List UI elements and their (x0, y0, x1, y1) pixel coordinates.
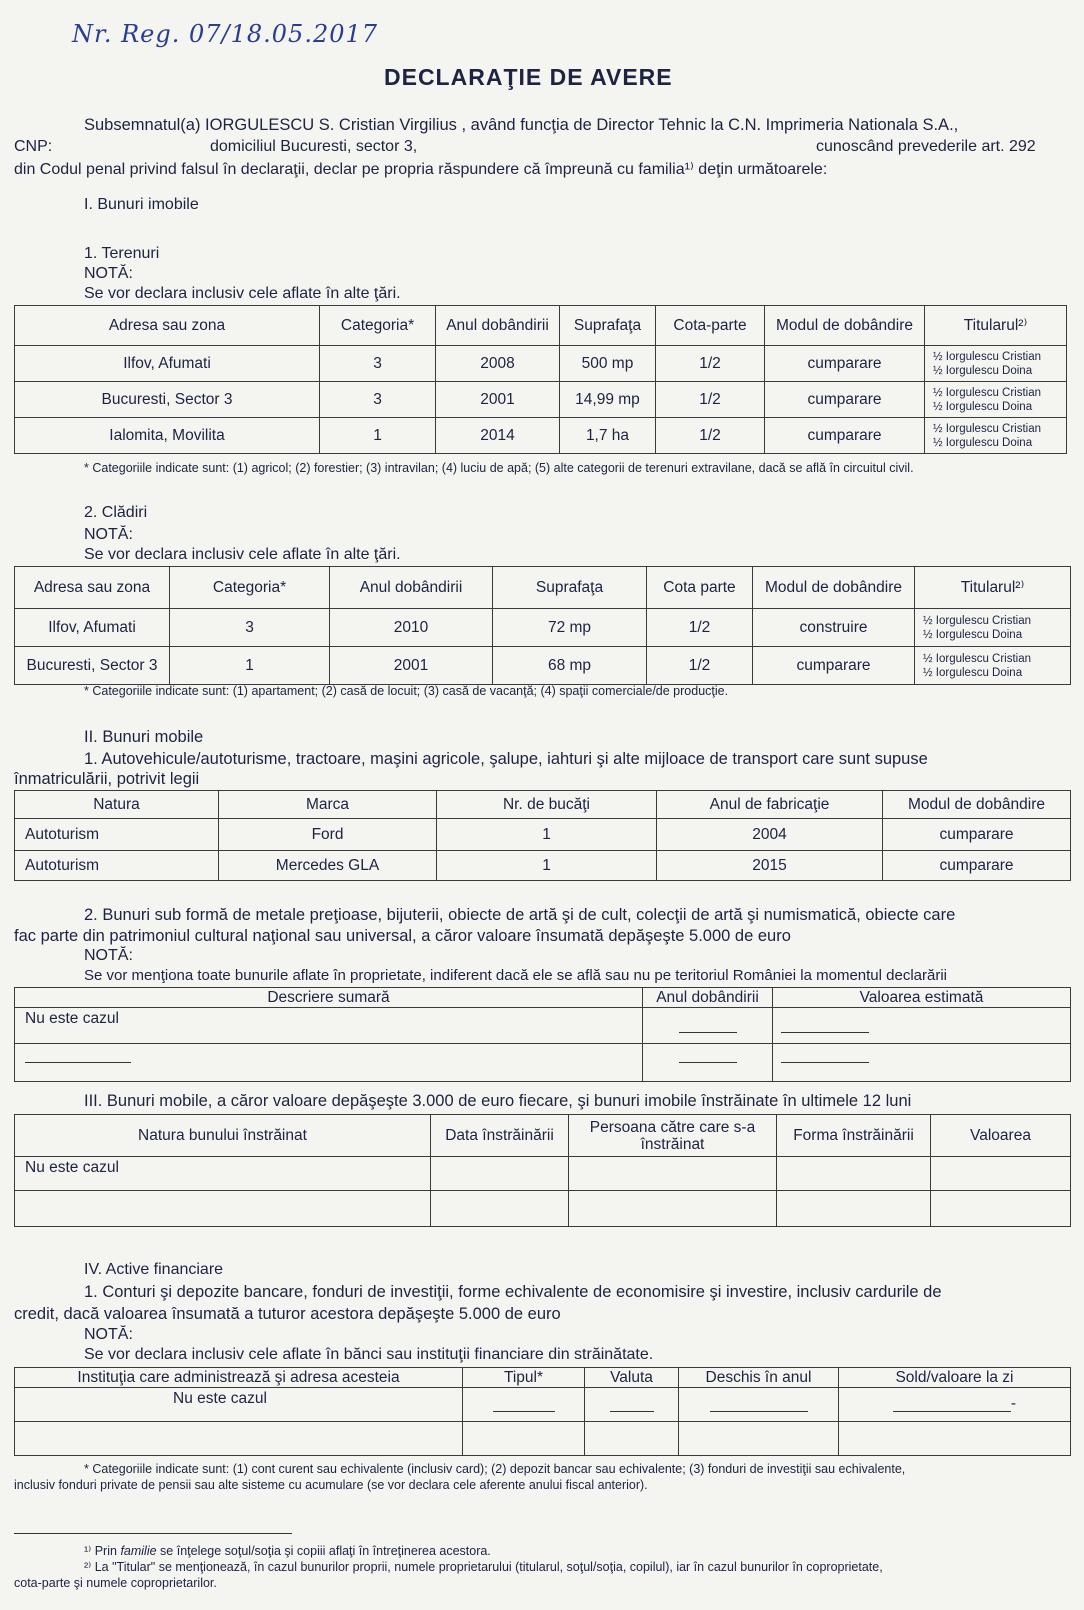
cell: cumparare (883, 819, 1071, 851)
column-header: Tipul* (463, 1368, 585, 1388)
metale-heading-2: fac parte din patrimoniul cultural naţional sau universal, a căror valoare însumată depăşeşte 5.000 de euro (14, 927, 791, 945)
cell: 1 (170, 647, 330, 685)
sold-mark: - (1010, 1395, 1017, 1413)
titular-cell (925, 346, 1067, 382)
intro-line-3: din Codul penal privind falsul în declaraţii, declar pe propria răspundere că împreună cu familia¹⁾ deţin următoarele: (14, 161, 828, 178)
column-header: Cota-parte (656, 306, 765, 346)
cell (777, 1157, 931, 1191)
intro-legal-ref: cunoscând prevederile art. 292 (816, 138, 1036, 155)
metale-nota-label: NOTĂ: (84, 947, 133, 964)
titular-line: ½ Iorgulescu Doina (933, 400, 1033, 413)
cell: 2014 (436, 418, 560, 454)
table-row (15, 382, 1067, 418)
cell: Nu este cazul (15, 1388, 463, 1422)
table-header-row (15, 988, 1071, 1008)
empty-dash (25, 1062, 131, 1063)
footnote-2-continued: cota-parte şi numele coproprietarilor. (14, 1576, 217, 1590)
column-header: Valuta (585, 1368, 679, 1388)
titular-line: ½ Iorgulescu Doina (933, 436, 1033, 449)
cell: Ilfov, Afumati (15, 346, 320, 382)
table-row (15, 1422, 1071, 1456)
footnote-text: La "Titular" se menţionează, în cazul bunurilor proprii, numele proprietarului (titularul, soţul/soţia, copilul), iar în cazul bunurilor în coproprietate, (94, 1560, 883, 1574)
column-header: Descriere sumară (15, 988, 643, 1008)
table-row (15, 1157, 1071, 1191)
cell: 1/2 (647, 647, 753, 685)
titular-line: ½ Iorgulescu Doina (923, 666, 1023, 679)
terenuri-table (14, 305, 1067, 454)
table-header-row (15, 1368, 1071, 1388)
column-header: Adresa sau zona (15, 567, 170, 609)
auto-heading-1: 1. Autovehicule/autoturisme, tractoare, maşini agricole, şalupe, iahturi şi alte mijloace de transport care sunt supuse (84, 750, 928, 768)
column-header: Categoria* (320, 306, 436, 346)
cell (463, 1388, 585, 1422)
cell (15, 1422, 463, 1456)
terenuri-heading: 1. Terenuri (84, 245, 160, 262)
table-row (15, 647, 1071, 685)
cell: 500 mp (560, 346, 656, 382)
cell: Nu este cazul (15, 1157, 431, 1191)
cladiri-nota-label: NOTĂ: (84, 526, 133, 543)
empty-dash (493, 1411, 555, 1412)
auto-heading-2: înmatriculării, potrivit legii (14, 770, 200, 788)
conturi-heading-2: credit, dacă valoarea însumată a tuturor acestora depăşeşte 5.000 de euro (14, 1305, 561, 1323)
cell: 1/2 (656, 346, 765, 382)
column-header: Anul dobândirii (436, 306, 560, 346)
cell: 1 (437, 819, 657, 851)
cell (431, 1157, 569, 1191)
cell: 3 (320, 382, 436, 418)
table-row (15, 418, 1067, 454)
cell: cumparare (765, 382, 925, 418)
table-header-row (15, 567, 1071, 609)
empty-dash (893, 1411, 1011, 1412)
section-2-heading: II. Bunuri mobile (84, 728, 204, 746)
footnote-divider (14, 1533, 292, 1534)
cell (585, 1388, 679, 1422)
cell: 2001 (330, 647, 493, 685)
footnote-mark: ²⁾ (84, 1560, 92, 1574)
cell: Autoturism (15, 819, 219, 851)
cell: 1,7 ha (560, 418, 656, 454)
intro-address: domiciliul Bucuresti, sector 3, (210, 138, 418, 155)
instrainari-table (14, 1114, 1071, 1227)
titular-line: ½ Iorgulescu Doina (933, 364, 1033, 377)
cell (15, 1191, 431, 1227)
conturi-footnote-2: inclusiv fonduri private de pensii sau alte sisteme cu acumulare (se vor declara cele aferente anului fiscal anterior). (14, 1478, 648, 1492)
section-1-heading: I. Bunuri imobile (84, 196, 199, 213)
conturi-table (14, 1367, 1071, 1456)
table-row (15, 1388, 1071, 1422)
column-header: Suprafaţa (493, 567, 647, 609)
table-row (15, 1044, 1071, 1082)
table-row (15, 1008, 1071, 1044)
cell (643, 1044, 773, 1082)
conturi-nota-text: Se vor declara inclusiv cele aflate în bănci sau instituţii financiare din străinătate. (84, 1346, 654, 1363)
column-header: Categoria* (170, 567, 330, 609)
footnote-italic-term: familie (120, 1544, 157, 1558)
metale-nota-text: Se vor menţiona toate bunurile aflate în proprietate, indiferent dacă ele se află sau nu pe teritoriul României la momentul declarării (84, 967, 947, 984)
cell: 2008 (436, 346, 560, 382)
footnote-text: se înţelege soţul/soţia şi copiii aflaţi în întreţinerea acestora. (160, 1544, 491, 1558)
cell: 2004 (657, 819, 883, 851)
table-row (15, 346, 1067, 382)
column-header: Persoana către care s-a înstrăinat (569, 1115, 777, 1157)
cell (569, 1157, 777, 1191)
cell (931, 1157, 1071, 1191)
cell: 2015 (657, 851, 883, 881)
cell: 14,99 mp (560, 382, 656, 418)
cell: Bucuresti, Sector 3 (15, 382, 320, 418)
footnote-1 (84, 1544, 491, 1559)
cell: Ilfov, Afumati (15, 609, 170, 647)
cell: 3 (320, 346, 436, 382)
column-header: Data înstrăinării (431, 1115, 569, 1157)
column-header: Anul de fabricaţie (657, 791, 883, 819)
column-header: Cota parte (647, 567, 753, 609)
cell (569, 1191, 777, 1227)
cell: Nu este cazul (15, 1008, 643, 1044)
cell: 1 (320, 418, 436, 454)
cell: cumparare (765, 418, 925, 454)
column-header: Modul de dobândire (883, 791, 1071, 819)
registration-handwritten: Nr. Reg. 07/18.05.2017 (72, 20, 379, 48)
cell: 3 (170, 609, 330, 647)
column-header: Anul dobândirii (643, 988, 773, 1008)
table-row (15, 609, 1071, 647)
table-header-row (15, 1115, 1071, 1157)
table-header-row (15, 306, 1067, 346)
titular-cell (915, 647, 1071, 685)
cell: Ford (219, 819, 437, 851)
column-header: Suprafaţa (560, 306, 656, 346)
terenuri-footnote: * Categoriile indicate sunt: (1) agricol; (2) forestier; (3) intravilan; (4) luciu de apă; (5) alte categorii de terenuri extravilane, dacă se află în circuitul civil. (84, 461, 914, 475)
conturi-nota-label: NOTĂ: (84, 1326, 133, 1343)
conturi-footnote-1: * Categoriile indicate sunt: (1) cont curent sau echivalente (inclusiv card); (2) depozit bancar sau echivalente; (3) fonduri de investiţii sau echivalente, (84, 1462, 906, 1476)
section-3-heading: III. Bunuri mobile, a căror valoare depăşeşte 3.000 de euro fiecare, şi bunuri imobile înstrăinate în ultimele 12 luni (84, 1092, 912, 1110)
cell: construire (753, 609, 915, 647)
cell: 72 mp (493, 609, 647, 647)
column-header: Modul de dobândire (753, 567, 915, 609)
column-header: Forma înstrăinării (777, 1115, 931, 1157)
titular-line: ½ Iorgulescu Doina (923, 628, 1023, 641)
cell: Mercedes GLA (219, 851, 437, 881)
cell (679, 1388, 839, 1422)
cell: Bucuresti, Sector 3 (15, 647, 170, 685)
titular-line: ½ Iorgulescu Cristian (933, 350, 1042, 363)
cell (839, 1422, 1071, 1456)
titular-line: ½ Iorgulescu Cristian (923, 652, 1032, 665)
cell (431, 1191, 569, 1227)
metale-heading-1: 2. Bunuri sub formă de metale preţioase, bijuterii, obiecte de artă şi de cult, colecţii de artă şi numismatică, obiecte care (84, 906, 956, 924)
titular-cell (925, 382, 1067, 418)
cell: 68 mp (493, 647, 647, 685)
cell: Autoturism (15, 851, 219, 881)
table-row (15, 819, 1071, 851)
empty-dash (710, 1411, 808, 1412)
cell: 1 (437, 851, 657, 881)
footnote-2 (84, 1560, 883, 1575)
cell (839, 1388, 1071, 1422)
cell (931, 1191, 1071, 1227)
column-header: Nr. de bucăţi (437, 791, 657, 819)
empty-dash (781, 1062, 869, 1063)
column-header: Natura bunului înstrăinat (15, 1115, 431, 1157)
column-header: Modul de dobândire (765, 306, 925, 346)
titular-line: ½ Iorgulescu Cristian (933, 422, 1042, 435)
column-header: Instituţia care administrează şi adresa acesteia (15, 1368, 463, 1388)
titular-line: ½ Iorgulescu Cristian (923, 614, 1032, 627)
column-header: Titularul²⁾ (915, 567, 1071, 609)
cell: Ialomita, Movilita (15, 418, 320, 454)
column-header: Sold/valoare la zi (839, 1368, 1071, 1388)
table-row (15, 851, 1071, 881)
column-header: Anul dobândirii (330, 567, 493, 609)
column-header: Valoarea estimată (773, 988, 1071, 1008)
auto-table (14, 790, 1071, 881)
terenuri-nota-label: NOTĂ: (84, 265, 133, 282)
cell: 2010 (330, 609, 493, 647)
cell (679, 1422, 839, 1456)
empty-dash (610, 1411, 654, 1412)
footnote-mark: ¹⁾ (84, 1544, 92, 1558)
cladiri-nota-text: Se vor declara inclusiv cele aflate în alte ţări. (84, 546, 401, 563)
column-header: Deschis în anul (679, 1368, 839, 1388)
cell (585, 1422, 679, 1456)
cell (15, 1044, 643, 1082)
column-header: Titularul²⁾ (925, 306, 1067, 346)
titular-cell (915, 609, 1071, 647)
cladiri-table (14, 566, 1071, 685)
footnote-text: Prin (94, 1544, 117, 1558)
cell: 2001 (436, 382, 560, 418)
section-4-heading: IV. Active financiare (84, 1261, 224, 1278)
metale-table (14, 987, 1071, 1082)
column-header: Natura (15, 791, 219, 819)
intro-line-1: Subsemnatul(a) IORGULESCU S. Cristian Virgilius , având funcţia de Director Tehnic la C.N. Imprimeria Nationala S.A., (84, 116, 959, 134)
empty-dash (679, 1032, 737, 1033)
cell: cumparare (765, 346, 925, 382)
terenuri-nota-text: Se vor declara inclusiv cele aflate în alte ţări. (84, 285, 401, 302)
titular-line: ½ Iorgulescu Cristian (933, 386, 1042, 399)
cell (777, 1191, 931, 1227)
empty-dash (679, 1062, 737, 1063)
cell (773, 1044, 1071, 1082)
cell (463, 1422, 585, 1456)
cladiri-heading: 2. Clădiri (84, 504, 148, 521)
cell (773, 1008, 1071, 1044)
cladiri-footnote: * Categoriile indicate sunt: (1) apartament; (2) casă de locuit; (3) casă de vacanţă; (4) spaţii comerciale/de producţie. (84, 684, 729, 698)
table-header-row (15, 791, 1071, 819)
column-header: Valoarea (931, 1115, 1071, 1157)
document-title: DECLARAŢIE DE AVERE (384, 64, 673, 90)
table-row (15, 1191, 1071, 1227)
cell: 1/2 (647, 609, 753, 647)
cell: 1/2 (656, 382, 765, 418)
cell: cumparare (753, 647, 915, 685)
column-header: Adresa sau zona (15, 306, 320, 346)
cell: 1/2 (656, 418, 765, 454)
empty-dash (781, 1032, 869, 1033)
conturi-heading-1: 1. Conturi şi depozite bancare, fonduri de investiţii, forme echivalente de economisire şi investire, inclusiv cardurile de (84, 1283, 942, 1301)
column-header: Marca (219, 791, 437, 819)
cell (643, 1008, 773, 1044)
cell: cumparare (883, 851, 1071, 881)
titular-cell (925, 418, 1067, 454)
intro-cnp-label: CNP: (14, 138, 53, 155)
